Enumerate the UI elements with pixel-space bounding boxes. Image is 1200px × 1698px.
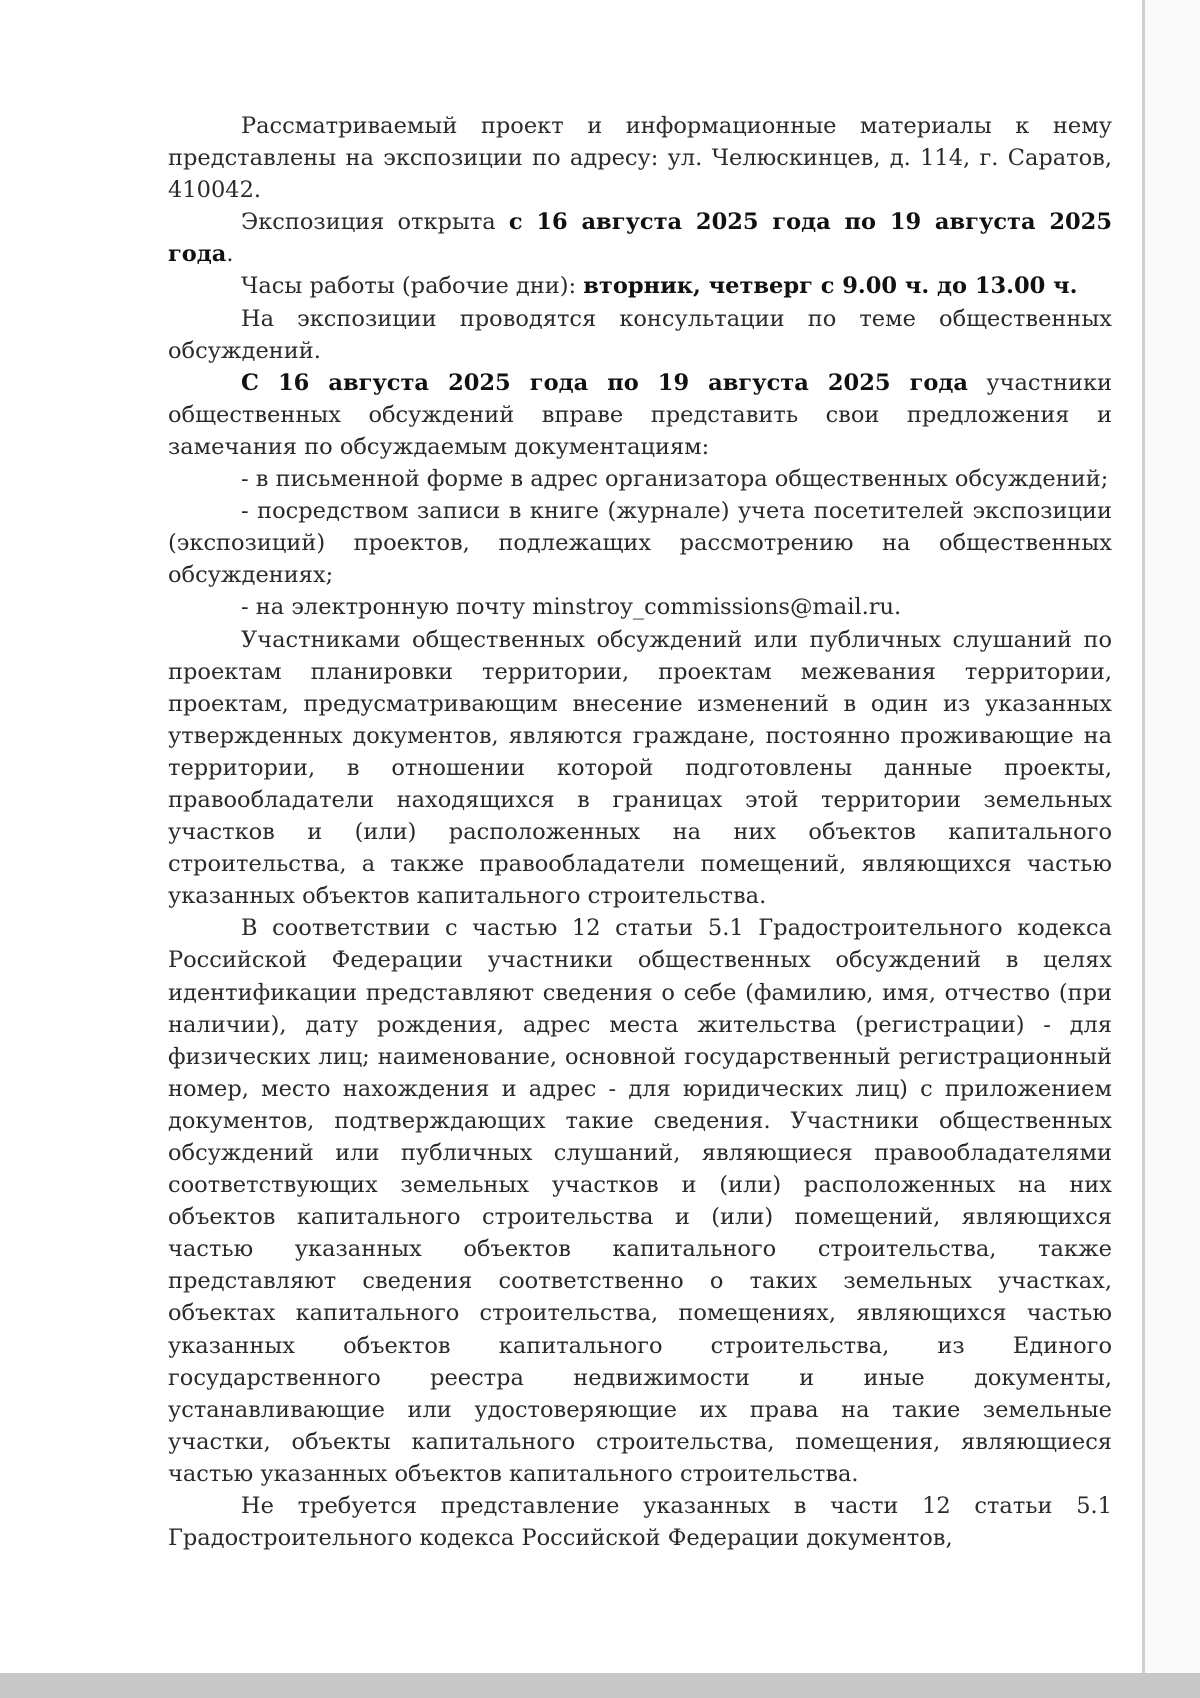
text-run: - на электронную почту minstroy_commissions@mail.ru. bbox=[241, 594, 902, 621]
text-run: Часы работы (рабочие дни): bbox=[241, 273, 584, 300]
text-run: Не требуется представление указанных в части 12 статьи 5.1 Градостроительного кодекса Российской Федерации документов, bbox=[168, 1493, 1112, 1552]
text-run: . bbox=[226, 241, 234, 268]
bottom-scan-strip bbox=[0, 1673, 1200, 1698]
exposition-dates-bold: с 16 августа 2025 года по 19 августа 2025 года bbox=[168, 209, 1112, 268]
list-item-visitor-book bbox=[168, 495, 1112, 591]
paragraph-identification bbox=[168, 912, 1112, 1490]
text-run: На экспозиции проводятся консультации по теме общественных обсуждений. bbox=[168, 305, 1112, 364]
text-run: участники общественных обсуждений вправе представить свои предложения и замечания по обсуждаемым документациям: bbox=[168, 369, 1112, 460]
text-run: Участниками общественных обсуждений или публичных слушаний по проектам планировки территории, проектам межевания территории, проектам, предусматривающим внесение изменений в один из указанных утвержденных документов, являются граждане, постоянно проживающие на территории, в отношении которой подготовлены данные проекты, правообладатели находящихся в границах этой территории земельных участков и (или) расположенных на них объектов капитального строительства, а также правообладатели помещений, являющихся частью указанных объектов капитального строительства. bbox=[168, 626, 1112, 910]
paragraph-exposition-dates bbox=[168, 206, 1112, 270]
proposals-dates-bold: С 16 августа 2025 года по 19 августа 2025 года bbox=[241, 369, 968, 396]
working-hours-bold: вторник, четверг с 9.00 ч. до 13.00 ч. bbox=[583, 273, 1078, 300]
paragraph-consultations bbox=[168, 303, 1112, 367]
text-run: В соответствии с частью 12 статьи 5.1 Градостроительного кодекса Российской Федерации участники общественных обсуждений в целях идентификации представляют сведения о себе (фамилию, имя, отчество (при наличии), дату рождения, адрес места жительства (регистрации) - для физических лиц; наименование, основной государственный регистрационный номер, место нахождения и адрес - для юридических лиц) с приложением документов, подтверждающих такие сведения. Участники общественных обсуждений или публичных слушаний, являющиеся правообладателями соответствующих земельных участков и (или) расположенных на них объектов капитального строительства и (или) помещений, являющихся частью указанных объектов капитального строительства, также представляют сведения соответственно о таких земельных участках, объектах капитального строительства, помещениях, являющихся частью указанных объектов капитального строительства, из Единого государственного реестра недвижимости и иные документы, устанавливающие или удостоверяющие их права на такие земельные участки, объекты капитального строительства, помещения, являющиеся частью указанных объектов капитального строительства. bbox=[168, 915, 1112, 1487]
list-item-written-form bbox=[168, 463, 1112, 495]
page-gutter bbox=[1145, 0, 1200, 1673]
text-run: Экспозиция открыта bbox=[241, 209, 509, 236]
paragraph-working-hours bbox=[168, 270, 1112, 302]
text-run: Рассматриваемый проект и информационные материалы к нему представлены на экспозиции по адресу: ул. Челюскинцев, д. 114, г. Саратов, 410042. bbox=[168, 113, 1112, 204]
paragraph-participants bbox=[168, 624, 1112, 913]
text-run: - посредством записи в книге (журнале) учета посетителей экспозиции (экспозиций) проектов, подлежащих рассмотрению на общественных обсуждениях; bbox=[168, 498, 1112, 589]
list-item-email bbox=[168, 591, 1112, 623]
paragraph-not-required bbox=[168, 1490, 1112, 1554]
text-run: - в письменной форме в адрес организатора общественных обсуждений; bbox=[241, 466, 1109, 493]
paragraph-exposition-address bbox=[168, 110, 1112, 206]
paragraph-proposals-period bbox=[168, 367, 1112, 463]
document-body bbox=[168, 110, 1112, 1554]
